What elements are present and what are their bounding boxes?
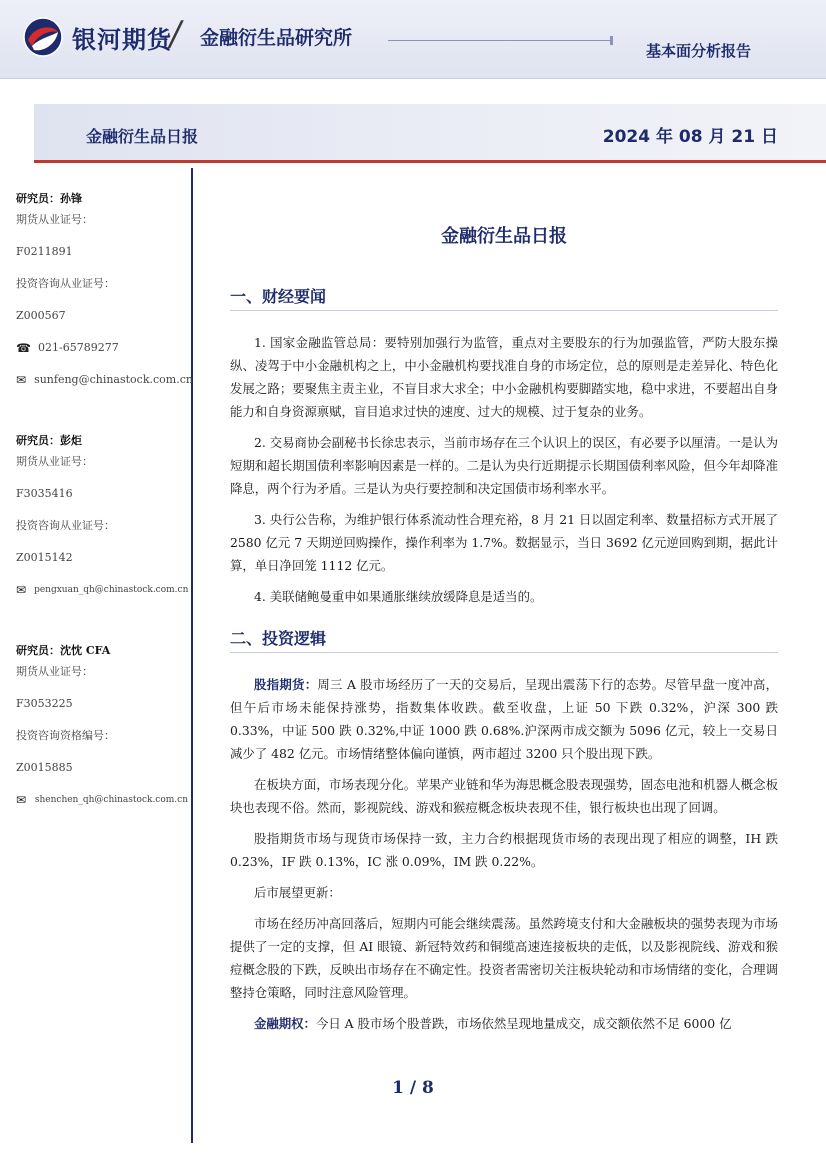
report-date: 2024 年 08 月 21 日 (602, 127, 778, 147)
document-title: 金融衍生品日报 (441, 226, 567, 247)
section-heading-logic: 二、投资逻辑 (230, 626, 778, 653)
header-divider (388, 40, 610, 41)
license-label: 期货从业证号： (16, 665, 93, 678)
news-paragraph: 2. 交易商协会副秘书长徐忠表示，当前市场存在三个认识上的误区，有必要予以厘清。一是认为短期和超长期国债利率影响因素是一样的。二是认为央行近期提示长期国债利率风险，但今年却降准降息，两个行为矛盾。三是认为央行要控制和决定国债市场利率水平。 (230, 435, 778, 496)
email-row (16, 372, 193, 404)
consult-label: 投资咨询从业证号： (16, 277, 115, 290)
report-title-bar (34, 104, 826, 163)
phone-row (16, 340, 188, 372)
outlook-heading: 后市展望更新： (254, 885, 341, 900)
galaxy-futures-logo-icon (22, 16, 64, 58)
brand-name: 银河期货 (72, 26, 172, 54)
options-text: 今日 A 股市场个股普跌，市场依然呈现地量成交，成交额依然不足 6000 亿 (315, 1016, 732, 1031)
outlook-paragraph: 市场在经历冲高回落后，短期内可能会继续震荡。虽然跨境支付和大金融板块的强势表现为市场提供了一定的支撑，但 AI 眼镜、新冠特效药和铜缆高速连接板块的走低，以及影视院线、游戏和猴痘概念股的下跌，反映出市场存在不确定性。投资者需密切关注板块轮动和市场情绪的变化，合理调整持仓策略，同时注意风险管理。 (230, 916, 778, 1000)
email-icon: ✉ (16, 793, 27, 807)
index-futures-paragraph (230, 673, 778, 765)
license-label: 期货从业证号： (16, 213, 93, 226)
license-value: F3035416 (16, 487, 73, 500)
main-content (230, 222, 778, 1043)
report-type: 基本面分析报告 (646, 42, 752, 60)
report-title: 金融衍生品日报 (86, 127, 199, 146)
institute-name: 金融衍生品研究所 (200, 27, 353, 49)
sector-paragraph: 在板块方面，市场表现分化。苹果产业链和华为海思概念股表现强势，固态电池和机器人概念板块也表现不俗。然而，影视院线、游戏和猴痘概念板块表现不佳，银行板块也出现了回调。 (230, 777, 778, 815)
analyst-card (16, 432, 188, 614)
analyst-sidebar (16, 190, 193, 846)
license-label: 期货从业证号： (16, 455, 93, 468)
analyst-card (16, 190, 193, 404)
report-header (0, 0, 826, 79)
news-paragraph: 4. 美联储鲍曼重申如果通胀继续放缓降息是适当的。 (254, 589, 543, 604)
futures-vs-spot-paragraph: 股指期货市场与现货市场保持一致，主力合约根据现货市场的表现出现了相应的调整，IH 跌 0.23%，IF 跌 0.13%，IC 涨 0.09%，IM 跌 0.22%。 (230, 831, 778, 869)
news-paragraph: 1. 国家金融监管总局：要特别加强行为监管，重点对主要股东的行为加强监管，严防大股东操纵、凌驾于中小金融机构之上，中小金融机构要找准自身的市场定位，总的原则是走差异化、特色化发展之路；要聚焦主责主业，不盲目求大求全；中小金融机构要脚踏实地，稳中求进，不要超出自身能力和自身资源禀赋，盲目追求过快的速度、过大的规模、过于复杂的业务。 (230, 335, 778, 419)
phone-icon: ☎ (16, 341, 31, 355)
index-futures-lead: 股指期货： (254, 677, 318, 692)
email-row (16, 792, 188, 824)
email-row (16, 582, 188, 614)
section-heading-news: 一、财经要闻 (230, 284, 778, 311)
consult-value: Z000567 (16, 309, 66, 322)
options-paragraph (230, 1012, 778, 1035)
email-icon: ✉ (16, 373, 27, 387)
email-address[interactable]: pengxuan_qh@chinastock.com.cn (34, 585, 189, 595)
analyst-name: 研究员：孙锋 (16, 192, 82, 205)
news-paragraph: 3. 央行公告称，为维护银行体系流动性合理充裕，8 月 21 日以固定利率、数量招标方式开展了 2580 亿元 7 天期逆回购操作，操作利率为 1.7%。数据显示，当日 3692 亿元逆回购到期，据此计算，单日净回笼 1112 亿元。 (230, 512, 778, 573)
consult-value: Z0015142 (16, 551, 73, 564)
license-value: F3053225 (16, 697, 73, 710)
sidebar-divider (191, 168, 193, 1143)
options-lead: 金融期权： (254, 1016, 316, 1031)
email-icon: ✉ (16, 583, 27, 597)
index-futures-text: 周三 A 股市场经历了一天的交易后，呈现出震荡下行的态势。尽管早盘一度冲高，但午后市场未能保持涨势，指数集体收跌。截至收盘，上证 50 下跌 0.32%，沪深 300 跌 0.33%，中证 500 跌 0.32%,中证 1000 跌 0.68%.沪深两市成交额为 5096 亿元，较上一交易日减少了 482 亿元。市场情绪整体偏向谨慎，两市超过 3200 只个股出现下跌。 (230, 677, 779, 761)
license-value: F0211891 (16, 245, 73, 258)
header-slash: / (166, 14, 185, 54)
header-divider-end (610, 36, 613, 45)
consult-value: Z0015885 (16, 761, 73, 774)
phone-number: 021-65789277 (38, 341, 119, 354)
analyst-card (16, 642, 188, 824)
analyst-name: 研究员：沈忱 CFA (16, 644, 111, 657)
page-number: 1 / 8 (392, 1078, 434, 1098)
email-address[interactable]: sunfeng@chinastock.com.cn (34, 373, 193, 386)
consult-label: 投资咨询从业证号： (16, 519, 115, 532)
analyst-name: 研究员：彭炬 (16, 434, 82, 447)
consult-label: 投资咨询资格编号： (16, 729, 115, 742)
email-address[interactable]: shenchen_qh@chinastock.com.cn (34, 795, 188, 805)
